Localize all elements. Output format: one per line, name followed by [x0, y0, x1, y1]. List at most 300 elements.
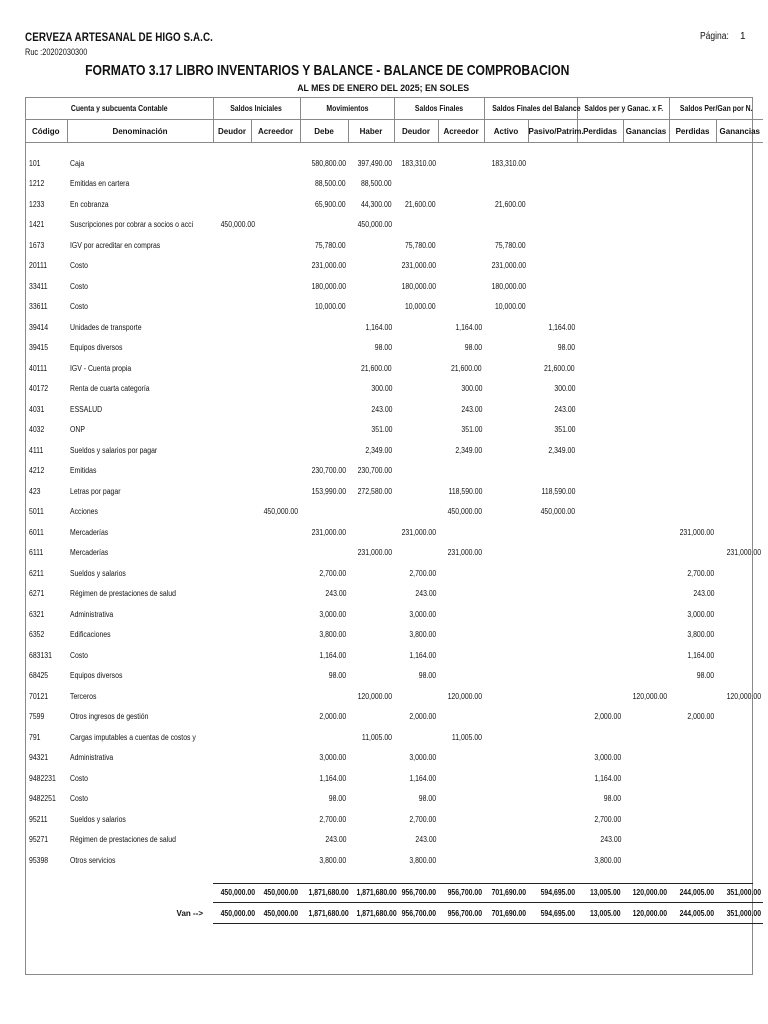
cell-text: 10,000.00: [405, 302, 436, 312]
cell-activo: [484, 563, 528, 584]
cell-perdidas-f: [577, 748, 623, 769]
report-title: FORMATO 3.17 LIBRO INVENTARIOS Y BALANCE - BALANCE DE COMPROBACION: [85, 62, 570, 79]
cell-ganancias-f: [623, 789, 669, 810]
cell-debe: [300, 317, 348, 338]
cell-text: Acciones: [70, 507, 98, 517]
cell-haber: [348, 461, 394, 482]
cell-codigo: [25, 338, 67, 359]
cell-text: Otros servicios: [70, 855, 116, 865]
cell-text: 1212: [29, 179, 45, 189]
cell-deudor: [213, 543, 251, 564]
cell-pasivo: [528, 399, 577, 420]
cell-codigo: [25, 748, 67, 769]
cell-text: 6321: [29, 609, 45, 619]
cell-ganancias-n: [716, 502, 763, 523]
cell-codigo: [25, 174, 67, 195]
cell-fin-deudor: [394, 748, 438, 769]
cell-text: 1673: [29, 240, 45, 250]
cell-pasivo: [528, 789, 577, 810]
cell-pasivo: [528, 174, 577, 195]
cell-fin-acreedor: [438, 215, 484, 236]
cell-text: Emitidas en cartera: [70, 179, 130, 189]
cell-perdidas-f: [577, 358, 623, 379]
cell-perdidas-n: [669, 461, 716, 482]
cell-perdidas-n: [669, 174, 716, 195]
cell-haber: [348, 543, 394, 564]
table-row: [25, 481, 763, 502]
cell-text: 231,000.00: [491, 261, 527, 271]
cell-ganancias-f: [623, 522, 669, 543]
col-pasivo: Pasivo/Patrim.: [528, 120, 577, 143]
cell-debe: [300, 707, 348, 728]
cell-haber: [348, 850, 394, 871]
table-row: [25, 645, 763, 666]
cell-fin-deudor: [394, 174, 438, 195]
cell-text: Costo: [70, 650, 88, 660]
cell-perdidas-f: [577, 276, 623, 297]
cell-text: 3,000.00: [319, 609, 346, 619]
cell-text: 230,700.00: [311, 466, 346, 476]
cell-pasivo: [528, 707, 577, 728]
cell-deudor: [213, 830, 251, 851]
cell-denominacion: [67, 276, 213, 297]
cell-denominacion: [67, 645, 213, 666]
group-saldos-iniciales-label: Saldos Iniciales: [230, 103, 283, 113]
cell-acreedor: [251, 215, 300, 236]
table-row: [25, 543, 763, 564]
cell-denominacion: [67, 256, 213, 277]
cell-text: 98.00: [418, 794, 436, 804]
cell-debe: [300, 153, 348, 174]
van-ganancias-n: [716, 903, 763, 924]
cell-fin-acreedor: [438, 789, 484, 810]
cell-haber: [348, 215, 394, 236]
cell-denominacion: [67, 153, 213, 174]
cell-acreedor: [251, 256, 300, 277]
cell-perdidas-f: [577, 543, 623, 564]
cell-fin-acreedor: [438, 768, 484, 789]
cell-text: 1,164.00: [548, 322, 575, 332]
cell-pasivo: [528, 625, 577, 646]
cell-text: 3,800.00: [594, 855, 621, 865]
cell-fin-deudor: [394, 645, 438, 666]
cell-codigo: [25, 215, 67, 236]
cell-text: 9482231: [29, 773, 56, 783]
cell-codigo: [25, 481, 67, 502]
column-header-row: [25, 120, 763, 143]
col-denominacion: Denominación: [67, 120, 213, 143]
cell-fin-deudor: [394, 215, 438, 236]
cell-text: Sueldos y salarios: [70, 814, 126, 824]
cell-pasivo: [528, 830, 577, 851]
cell-debe: [300, 174, 348, 195]
cell-perdidas-f: [577, 379, 623, 400]
cell-haber: [348, 584, 394, 605]
cell-text: 243.00: [414, 835, 436, 845]
cell-text: 1,164.00: [319, 773, 346, 783]
cell-codigo: [25, 399, 67, 420]
cell-text: Emitidas: [70, 466, 97, 476]
cell-fin-deudor: [394, 666, 438, 687]
cell-denominacion: [67, 850, 213, 871]
cell-activo: [484, 256, 528, 277]
cell-text: 230,700.00: [357, 466, 392, 476]
cell-perdidas-n: [669, 420, 716, 441]
cell-pasivo: [528, 666, 577, 687]
cell-text: 351.00: [553, 425, 575, 435]
cell-text: 231,000.00: [401, 261, 437, 271]
cell-text: 243.00: [370, 404, 392, 414]
van-label: Van -->: [176, 908, 203, 918]
cell-perdidas-n: [669, 399, 716, 420]
cell-ganancias-f: [623, 256, 669, 277]
van-fin-acreedor: [438, 903, 484, 924]
cell-ganancias-f: [623, 502, 669, 523]
cell-fin-acreedor: [438, 297, 484, 318]
cell-fin-acreedor: [438, 420, 484, 441]
table-row: [25, 440, 763, 461]
cell-debe: [300, 604, 348, 625]
cell-denominacion: [67, 563, 213, 584]
cell-pasivo: [528, 604, 577, 625]
cell-text: 2,700.00: [687, 568, 714, 578]
cell-perdidas-n: [669, 584, 716, 605]
group-saldos-per-gan-n-label: Saldos Per/Gan por N.: [679, 103, 753, 113]
cell-denominacion: [67, 522, 213, 543]
cell-perdidas-n: [669, 338, 716, 359]
cell-pasivo: [528, 256, 577, 277]
cell-pasivo: [528, 481, 577, 502]
cell-fin-acreedor: [438, 481, 484, 502]
cell-ganancias-f: [623, 215, 669, 236]
cell-haber: [348, 194, 394, 215]
cell-debe: [300, 727, 348, 748]
cell-text: 3,000.00: [409, 753, 436, 763]
cell-text: Régimen de prestaciones de salud: [70, 835, 176, 845]
cell-text: 98.00: [328, 794, 346, 804]
cell-text: 300.00: [460, 384, 482, 394]
cell-text: 40111: [29, 363, 48, 373]
cell-codigo: [25, 440, 67, 461]
cell-denominacion: [67, 317, 213, 338]
van-debe: [300, 903, 348, 924]
cell-denominacion: [67, 789, 213, 810]
cell-deudor: [213, 666, 251, 687]
cell-ganancias-f: [623, 481, 669, 502]
cell-fin-deudor: [394, 440, 438, 461]
cell-text: 231,000.00: [311, 527, 346, 537]
total-pasivo: [528, 882, 577, 903]
group-movimientos-label: Movimientos: [325, 103, 369, 113]
cell-perdidas-n: [669, 645, 716, 666]
cell-haber: [348, 502, 394, 523]
cell-acreedor: [251, 850, 300, 871]
cell-text: 2,349.00: [455, 445, 482, 455]
cell-denominacion: [67, 830, 213, 851]
table-row: [25, 174, 763, 195]
table-row: [25, 584, 763, 605]
cell-ganancias-n: [716, 194, 763, 215]
cell-debe: [300, 461, 348, 482]
cell-fin-deudor: [394, 727, 438, 748]
cell-debe: [300, 522, 348, 543]
spacer-row: [25, 143, 763, 154]
cell-haber: [348, 748, 394, 769]
van-text: 956,700.00: [447, 908, 482, 918]
cell-perdidas-f: [577, 399, 623, 420]
cell-haber: [348, 645, 394, 666]
cell-activo: [484, 645, 528, 666]
group-header-row: [25, 97, 763, 120]
table-row: [25, 502, 763, 523]
cell-ganancias-f: [623, 235, 669, 256]
cell-deudor: [213, 850, 251, 871]
cell-ganancias-n: [716, 174, 763, 195]
cell-text: 6352: [29, 630, 45, 640]
cell-acreedor: [251, 276, 300, 297]
cell-text: 95211: [29, 814, 48, 824]
cell-deudor: [213, 194, 251, 215]
total-text: 594,695.00: [540, 887, 575, 897]
table-row: [25, 563, 763, 584]
cell-text: 183,310.00: [401, 158, 437, 168]
cell-text: 98.00: [603, 794, 621, 804]
cell-perdidas-n: [669, 850, 716, 871]
cell-text: Otros ingresos de gestión: [70, 712, 149, 722]
cell-pasivo: [528, 686, 577, 707]
cell-acreedor: [251, 153, 300, 174]
table-row: [25, 338, 763, 359]
total-haber: [348, 882, 397, 903]
cell-text: Mercaderías: [70, 527, 109, 537]
cell-text: 3,800.00: [687, 630, 714, 640]
cell-activo: [484, 707, 528, 728]
cell-acreedor: [251, 399, 300, 420]
cell-perdidas-f: [577, 317, 623, 338]
cell-codigo: [25, 850, 67, 871]
cell-ganancias-f: [623, 358, 669, 379]
cell-deudor: [213, 256, 251, 277]
cell-ganancias-n: [716, 768, 763, 789]
cell-text: 95398: [29, 855, 49, 865]
van-text: 120,000.00: [632, 908, 667, 918]
totals-row: [25, 882, 763, 903]
cell-deudor: [213, 625, 251, 646]
cell-ganancias-n: [716, 727, 763, 748]
cell-codigo: [25, 563, 67, 584]
cell-text: 1,164.00: [409, 773, 436, 783]
cell-text: 2,700.00: [319, 814, 346, 824]
cell-text: IGV - Cuenta propia: [70, 363, 132, 373]
cell-text: En cobranza: [70, 199, 109, 209]
col-acreedor: Acreedor: [251, 120, 300, 143]
cell-text: Sueldos y salarios por pagar: [70, 445, 158, 455]
cell-text: 2,000.00: [687, 712, 714, 722]
cell-ganancias-f: [623, 420, 669, 441]
cell-ganancias-n: [716, 461, 763, 482]
cell-text: 423: [29, 486, 41, 496]
cell-text: 1,164.00: [594, 773, 621, 783]
cell-haber: [348, 809, 394, 830]
cell-pasivo: [528, 420, 577, 441]
cell-acreedor: [251, 645, 300, 666]
cell-text: 3,800.00: [409, 630, 436, 640]
cell-haber: [348, 420, 394, 441]
cell-pasivo: [528, 809, 577, 830]
cell-pasivo: [528, 461, 577, 482]
cell-ganancias-n: [716, 358, 763, 379]
cell-text: 450,000.00: [447, 507, 482, 517]
cell-ganancias-n: [716, 707, 763, 728]
cell-debe: [300, 502, 348, 523]
cell-acreedor: [251, 686, 300, 707]
cell-ganancias-n: [716, 584, 763, 605]
cell-perdidas-n: [669, 215, 716, 236]
cell-deudor: [213, 502, 251, 523]
cell-activo: [484, 153, 528, 174]
cell-text: 243.00: [324, 589, 346, 599]
table-row: [25, 297, 763, 318]
cell-codigo: [25, 194, 67, 215]
cell-pasivo: [528, 338, 577, 359]
cell-haber: [348, 440, 394, 461]
cell-perdidas-f: [577, 256, 623, 277]
col-haber: Haber: [348, 120, 394, 143]
cell-text: 3,800.00: [319, 855, 346, 865]
cell-perdidas-f: [577, 420, 623, 441]
table-row: [25, 686, 763, 707]
company-name: CERVEZA ARTESANAL DE HIGO S.A.C.: [25, 30, 213, 44]
cell-fin-acreedor: [438, 604, 484, 625]
cell-ganancias-f: [623, 194, 669, 215]
cell-ganancias-f: [623, 543, 669, 564]
cell-pasivo: [528, 850, 577, 871]
cell-text: 1,164.00: [687, 650, 714, 660]
van-text: 450,000.00: [263, 908, 298, 918]
cell-text: Costo: [70, 773, 88, 783]
cell-ganancias-n: [716, 153, 763, 174]
group-cuenta: [25, 97, 213, 120]
cell-codigo: [25, 276, 67, 297]
cell-text: Administrativa: [70, 753, 114, 763]
cell-ganancias-n: [716, 789, 763, 810]
table-row: [25, 625, 763, 646]
cell-activo: [484, 297, 528, 318]
cell-ganancias-n: [716, 440, 763, 461]
cell-activo: [484, 338, 528, 359]
cell-haber: [348, 522, 394, 543]
van-text: 1,871,680.00: [308, 908, 349, 918]
cell-perdidas-f: [577, 584, 623, 605]
cell-codigo: [25, 461, 67, 482]
total-ganancias-f: [623, 882, 669, 903]
cell-debe: [300, 440, 348, 461]
cell-ganancias-n: [716, 604, 763, 625]
cell-text: 98.00: [328, 671, 346, 681]
cell-denominacion: [67, 707, 213, 728]
cell-fin-acreedor: [438, 502, 484, 523]
cell-haber: [348, 830, 394, 851]
cell-text: 231,000.00: [679, 527, 714, 537]
cell-fin-deudor: [394, 604, 438, 625]
cell-haber: [348, 666, 394, 687]
cell-perdidas-f: [577, 686, 623, 707]
cell-text: 231,000.00: [726, 548, 761, 558]
cell-codigo: [25, 235, 67, 256]
total-perdidas-f: [577, 882, 623, 903]
cell-pasivo: [528, 358, 577, 379]
cell-pasivo: [528, 563, 577, 584]
cell-text: 1,164.00: [455, 322, 482, 332]
spacer-cell: [25, 143, 763, 154]
table-row: [25, 399, 763, 420]
cell-fin-acreedor: [438, 317, 484, 338]
cell-text: Unidades de transporte: [70, 322, 142, 332]
cell-ganancias-n: [716, 666, 763, 687]
van-text: 594,695.00: [540, 908, 575, 918]
cell-deudor: [213, 317, 251, 338]
cell-ganancias-n: [716, 215, 763, 236]
totals-blank: [67, 882, 213, 903]
cell-ganancias-f: [623, 707, 669, 728]
cell-ganancias-f: [623, 768, 669, 789]
cell-deudor: [213, 604, 251, 625]
total-text: 956,700.00: [447, 887, 482, 897]
cell-perdidas-f: [577, 194, 623, 215]
cell-codigo: [25, 297, 67, 318]
cell-text: 98.00: [374, 343, 392, 353]
cell-debe: [300, 256, 348, 277]
cell-codigo: [25, 256, 67, 277]
cell-debe: [300, 666, 348, 687]
cell-debe: [300, 235, 348, 256]
cell-deudor: [213, 461, 251, 482]
cell-text: Costo: [70, 302, 88, 312]
cell-acreedor: [251, 338, 300, 359]
cell-fin-deudor: [394, 297, 438, 318]
cell-fin-acreedor: [438, 276, 484, 297]
van-blank: [25, 903, 67, 924]
cell-deudor: [213, 379, 251, 400]
cell-perdidas-n: [669, 666, 716, 687]
cell-text: Renta de cuarta categoría: [70, 384, 150, 394]
cell-fin-deudor: [394, 276, 438, 297]
cell-text: 450,000.00: [263, 507, 298, 517]
cell-perdidas-n: [669, 748, 716, 769]
cell-text: 183,310.00: [491, 158, 527, 168]
cell-text: 68425: [29, 671, 49, 681]
cell-text: Costo: [70, 794, 88, 804]
cell-fin-deudor: [394, 194, 438, 215]
cell-text: 180,000.00: [311, 281, 346, 291]
total-text: 120,000.00: [632, 887, 667, 897]
cell-denominacion: [67, 358, 213, 379]
cell-perdidas-n: [669, 502, 716, 523]
cell-debe: [300, 194, 348, 215]
group-saldos-balance-label: Saldos Finales del Balance: [491, 103, 581, 113]
cell-acreedor: [251, 358, 300, 379]
cell-text: 272,580.00: [357, 486, 392, 496]
cell-fin-acreedor: [438, 748, 484, 769]
cell-acreedor: [251, 461, 300, 482]
cell-text: Sueldos y salarios: [70, 568, 126, 578]
cell-activo: [484, 666, 528, 687]
cell-pasivo: [528, 768, 577, 789]
cell-ganancias-n: [716, 297, 763, 318]
cell-pasivo: [528, 153, 577, 174]
page-label: Página:: [700, 31, 729, 42]
cell-denominacion: [67, 502, 213, 523]
